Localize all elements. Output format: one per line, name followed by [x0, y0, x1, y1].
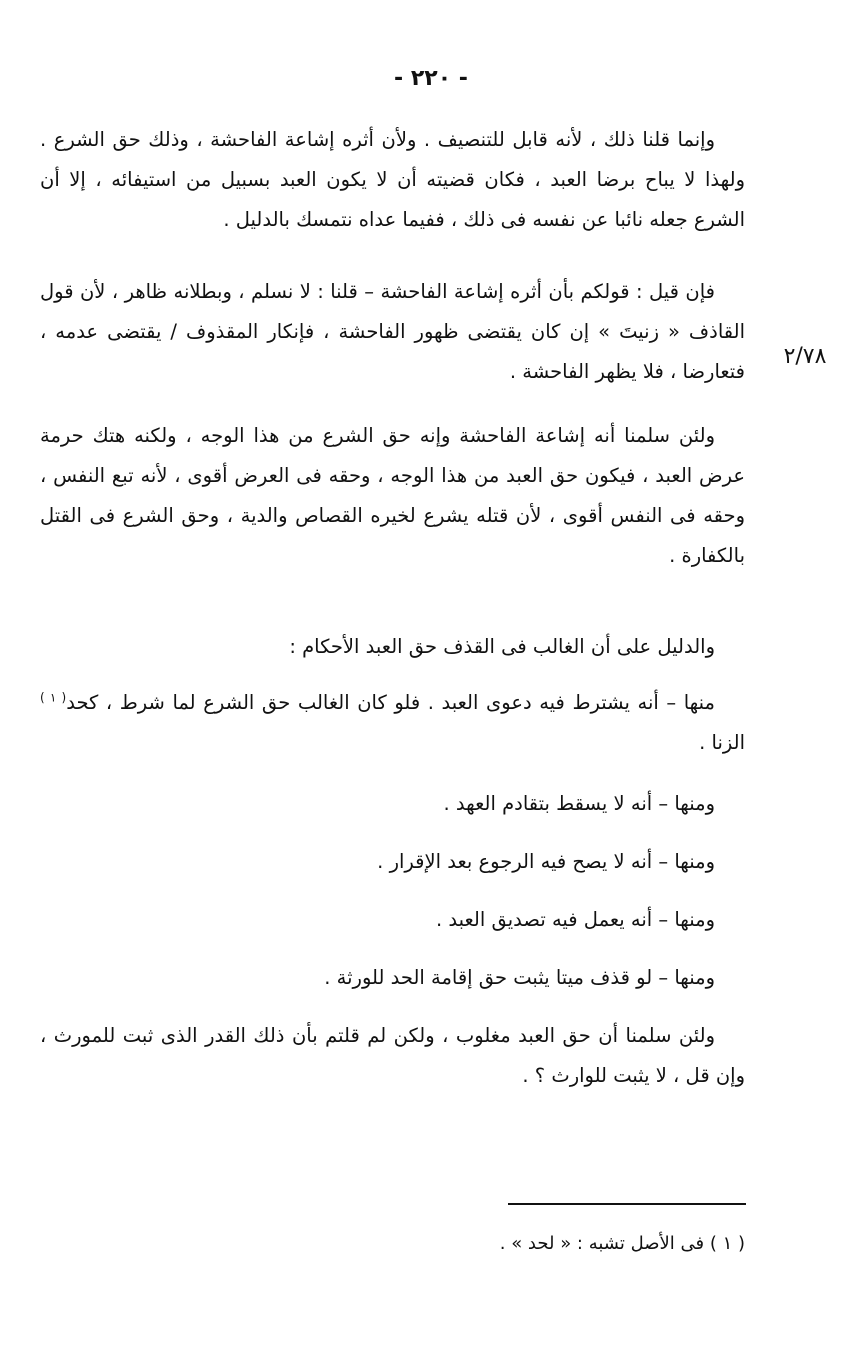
paragraph-7: ومنها – أنه لا يصح فيه الرجوع بعد الإقرار . — [377, 850, 715, 873]
footnote-marker: ( ١ ) — [40, 690, 67, 705]
paragraph-6: ومنها – أنه لا يسقط بتقادم العهد . — [443, 792, 715, 815]
paragraph-9: ومنها – لو قذف ميتا يثبت حق إقامة الحد للورثة . — [324, 966, 715, 989]
paragraph-5-text: منها – أنه يشترط فيه دعوى العبد . فلو كان الغالب حق الشرع لما شرط ، كحد — [66, 691, 715, 714]
paragraph-10: ولئن سلمنا أن حق العبد مغلوب ، ولكن لم قلتم بأن ذلك القدر الذى ثبت للمورث ، وإن قل ، لا يثبت للوارث ؟ . — [40, 1024, 745, 1087]
paragraph-5-end: الزنا . — [699, 731, 745, 754]
footnote-divider — [508, 1203, 746, 1205]
paragraph-3: ولئن سلمنا أنه إشاعة الفاحشة وإنه حق الشرع من هذا الوجه ، ولكنه هتك حرمة عرض العبد ، فيكون حق العبد من هذا الوجه ، وحقه فى العرض أقوى ، لأنه تبع النفس ، وحقه فى النفس أقوى ، لأن قتله يشرع لخيره القصاص والدية ، وحق الشرع فى القتل بالكفارة . — [40, 424, 745, 567]
paragraph-4: والدليل على أن الغالب فى القذف حق العبد الأحكام : — [289, 635, 715, 658]
paragraph-1: وإنما قلنا ذلك ، لأنه قابل للتنصيف . ولأن أثره إشاعة الفاحشة ، وذلك حق الشرع . ولهذا لا يباح برضا العبد ، فكان قضيته أن لا يكون العبد بسبيل من استيفائه ، إلا أن الشرع جعله نائبا عن نفسه فى ذلك ، ففيما عداه نتمسك بالدليل . — [40, 128, 745, 231]
paragraph-8: ومنها – أنه يعمل فيه تصديق العبد . — [436, 908, 715, 931]
margin-reference: ٢/٧٨ — [783, 344, 827, 369]
page-number: - ٢٢٠ - — [394, 66, 468, 91]
paragraph-2: فإن قيل : قولكم بأن أثره إشاعة الفاحشة – قلنا : لا نسلم ، وبطلانه ظاهر ، لأن قول القاذف « زنيتَ » إن كان يقتضى ظهور الفاحشة ، فإنكار المقذوف / يقتضى عدمه ، فتعارضا ، فلا يظهر الفاحشة . — [40, 280, 745, 383]
footnote: ( ١ ) فى الأصل تشبه : « لحد » . — [499, 1233, 745, 1254]
paragraph-5 — [40, 683, 745, 763]
